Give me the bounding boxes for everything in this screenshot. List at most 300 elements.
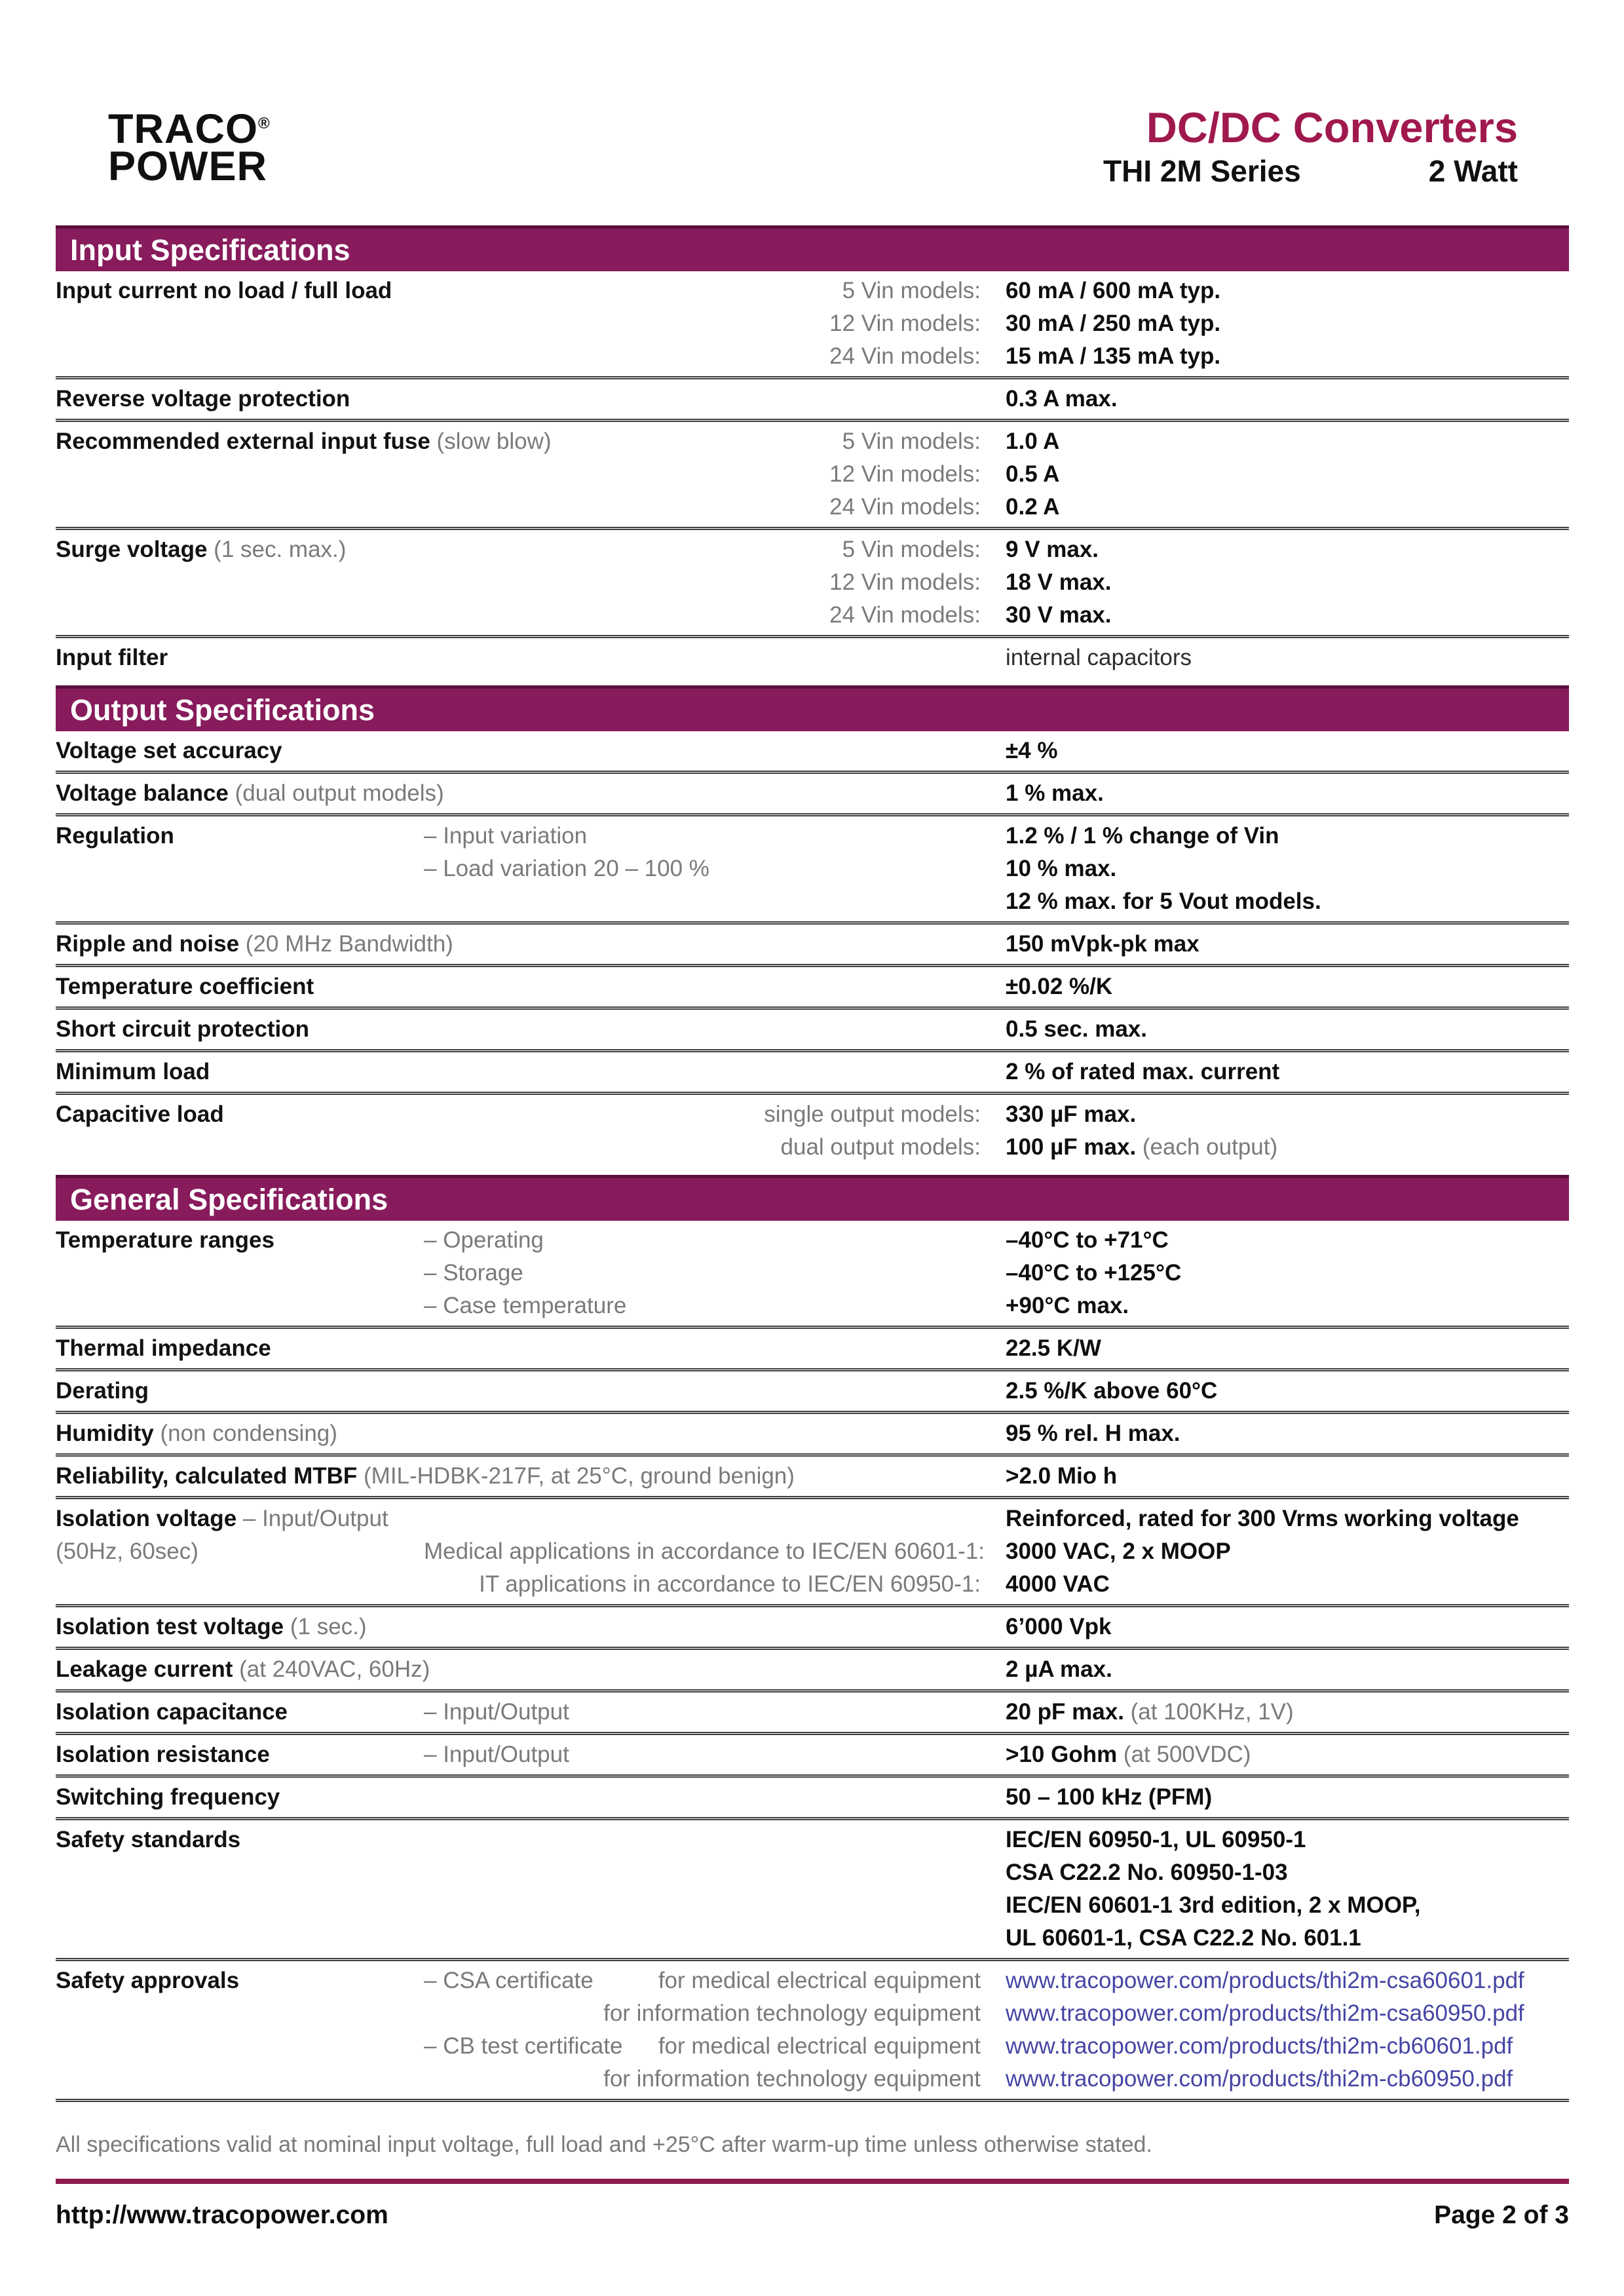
spec-line xyxy=(56,1964,1569,1997)
spec-value-cell xyxy=(1006,533,1569,566)
logo-word-traco: TRACO xyxy=(108,106,258,152)
spec-line xyxy=(56,1568,1569,1601)
spec-link[interactable]: www.tracopower.com/products/thi2m-csa60601.pdf xyxy=(1006,1968,1524,1994)
spec-left-cell xyxy=(56,599,424,632)
spec-left-cell xyxy=(56,641,424,674)
section-body xyxy=(56,271,1569,678)
spec-middle-cell xyxy=(424,1056,1006,1088)
spec-left-cell xyxy=(56,1332,424,1365)
spec-middle-cell xyxy=(424,641,1006,674)
spec-middle-cell xyxy=(424,340,1006,373)
spec-value-cell xyxy=(1006,970,1569,1003)
spec-value-cell xyxy=(1006,1568,1569,1601)
spec-middle-cell xyxy=(424,1013,1006,1046)
spec-left-cell xyxy=(56,491,424,524)
spec-value-cell xyxy=(1006,1098,1569,1131)
spec-middle-cell xyxy=(424,458,1006,491)
spec-line xyxy=(56,1257,1569,1290)
page-header xyxy=(0,0,1624,189)
spec-middle-cell xyxy=(424,275,1006,307)
spec-link[interactable]: www.tracopower.com/products/thi2m-csa60950.pdf xyxy=(1006,2000,1524,2027)
spec-value: internal capacitors xyxy=(1006,645,1192,671)
spec-value-note: (each output) xyxy=(1136,1134,1278,1160)
spec-line xyxy=(56,1417,1569,1450)
spec-middle-cell xyxy=(424,777,1006,810)
spec-line xyxy=(56,1696,1569,1729)
spec-left-cell xyxy=(56,1922,424,1955)
spec-middle-cell xyxy=(424,566,1006,599)
section-header-output-specifications: Output Specifications xyxy=(56,685,1569,731)
spec-middle-cell xyxy=(424,307,1006,340)
spec-line xyxy=(56,1535,1569,1568)
spec-label: Isolation voltage xyxy=(56,1506,237,1532)
spec-value-cell xyxy=(1006,1824,1569,1856)
spec-left-cell xyxy=(56,425,552,458)
spec-left-cell xyxy=(56,970,424,1003)
spec-middle-cell xyxy=(424,533,1006,566)
spec-sublabel: – Input/Output xyxy=(424,1742,569,1768)
page-footer xyxy=(56,2201,1569,2230)
spec-value: 6’000 Vpk xyxy=(1006,1614,1112,1640)
spec-value-cell xyxy=(1006,1224,1569,1257)
spec-line xyxy=(56,820,1569,852)
spec-left-cell xyxy=(56,383,424,415)
spec-middle-cell xyxy=(424,1997,1006,2030)
spec-left-cell xyxy=(56,735,424,767)
spec-value: 4000 VAC xyxy=(1006,1571,1110,1598)
spec-row xyxy=(56,1049,1569,1092)
spec-middle-cell xyxy=(424,1290,1006,1322)
spec-label: Voltage balance xyxy=(56,780,229,807)
spec-row xyxy=(56,1496,1569,1604)
spec-value: UL 60601-1, CSA C22.2 No. 601.1 xyxy=(1006,1925,1361,1951)
spec-value-cell xyxy=(1006,1502,1569,1535)
footer-rule xyxy=(56,2179,1569,2184)
spec-middle-cell xyxy=(424,735,1006,767)
spec-label: Humidity xyxy=(56,1421,154,1447)
footer-url[interactable]: http://www.tracopower.com xyxy=(56,2201,388,2230)
spec-row xyxy=(56,1774,1569,1817)
spec-value: 50 – 100 kHz (PFM) xyxy=(1006,1784,1213,1810)
spec-left-cell xyxy=(56,2063,424,2095)
spec-value-cell xyxy=(1006,641,1569,674)
spec-value: ±0.02 %/K xyxy=(1006,974,1113,1000)
spec-label: Thermal impedance xyxy=(56,1335,271,1362)
spec-left-cell xyxy=(56,1224,424,1257)
spec-sublabel: – CB test certificate xyxy=(424,2033,623,2059)
spec-row xyxy=(56,271,1569,376)
spec-left-cell xyxy=(56,1257,424,1290)
spec-label: Derating xyxy=(56,1378,149,1404)
spec-value-cell xyxy=(1006,1535,1569,1568)
spec-line xyxy=(56,1460,1569,1493)
spec-value-cell xyxy=(1006,1257,1569,1290)
document-title-block xyxy=(1103,106,1518,189)
spec-middle-cell xyxy=(424,1696,1006,1729)
spec-row xyxy=(56,1221,1569,1326)
table-end-rule xyxy=(56,2099,1569,2102)
spec-table xyxy=(56,225,1569,2099)
spec-line xyxy=(56,533,1569,566)
spec-middle-cell xyxy=(424,2063,1006,2095)
spec-left-cell xyxy=(56,1781,424,1814)
spec-label: Isolation resistance xyxy=(56,1742,270,1768)
spec-middle-cell xyxy=(424,1375,1006,1407)
spec-line xyxy=(56,566,1569,599)
spec-row xyxy=(56,771,1569,813)
spec-left-cell xyxy=(56,777,444,810)
spec-value: 2 µA max. xyxy=(1006,1656,1112,1683)
spec-label: Temperature coefficient xyxy=(56,974,314,1000)
spec-left-cell xyxy=(56,1131,424,1164)
spec-left-cell xyxy=(56,307,424,340)
spec-line xyxy=(56,1611,1569,1643)
spec-condition: 24 Vin models: xyxy=(829,343,981,370)
spec-middle-cell xyxy=(424,425,1006,458)
spec-value-cell xyxy=(1006,820,1569,852)
footnote: All specifications valid at nominal input voltage, full load and +25°C after warm-up time unless otherwise stated. xyxy=(56,2132,1152,2158)
spec-middle-cell xyxy=(424,2030,1006,2063)
spec-left-cell xyxy=(56,820,424,852)
spec-value: 1.2 % / 1 % change of Vin xyxy=(1006,823,1279,849)
spec-value-cell xyxy=(1006,1964,1569,1997)
spec-row xyxy=(56,1958,1569,2099)
spec-line xyxy=(56,2063,1569,2095)
spec-line xyxy=(56,1889,1569,1922)
spec-middle-cell xyxy=(424,928,1006,961)
spec-middle-cell xyxy=(424,1417,1006,1450)
wattage: 2 Watt xyxy=(1428,154,1518,189)
spec-left-cell xyxy=(56,1653,430,1686)
spec-label: Safety approvals xyxy=(56,1968,240,1994)
spec-row xyxy=(56,1604,1569,1647)
spec-value-cell xyxy=(1006,2030,1569,2063)
spec-line xyxy=(56,1856,1569,1889)
spec-left-cell xyxy=(56,275,424,307)
spec-value: 9 V max. xyxy=(1006,537,1099,563)
spec-left-note: (50Hz, 60sec) xyxy=(56,1539,198,1565)
spec-value-cell xyxy=(1006,566,1569,599)
spec-label-note: (20 MHz Bandwidth) xyxy=(239,931,453,957)
spec-left-cell xyxy=(56,1856,424,1889)
spec-middle-cell xyxy=(424,1738,1006,1771)
spec-value-cell xyxy=(1006,1856,1569,1889)
spec-value-cell xyxy=(1006,852,1569,885)
spec-value: 0.2 A xyxy=(1006,494,1060,520)
spec-value-cell xyxy=(1006,1290,1569,1322)
spec-value-cell xyxy=(1006,1332,1569,1365)
spec-value: 2 % of rated max. current xyxy=(1006,1059,1280,1085)
spec-value-cell xyxy=(1006,340,1569,373)
spec-value: 22.5 K/W xyxy=(1006,1335,1101,1362)
spec-condition: 5 Vin models: xyxy=(842,537,981,563)
spec-link[interactable]: www.tracopower.com/products/thi2m-cb60601.pdf xyxy=(1006,2033,1513,2059)
spec-value-note: (at 500VDC) xyxy=(1117,1742,1251,1768)
spec-value-cell xyxy=(1006,1417,1569,1450)
spec-value: –40°C to +71°C xyxy=(1006,1227,1169,1253)
spec-value-cell xyxy=(1006,307,1569,340)
section-body xyxy=(56,1221,1569,2099)
spec-row xyxy=(56,1326,1569,1368)
spec-label-note: (1 sec. max.) xyxy=(207,537,347,563)
spec-line xyxy=(56,1375,1569,1407)
spec-value: ±4 % xyxy=(1006,738,1058,764)
spec-row xyxy=(56,1006,1569,1049)
spec-link[interactable]: www.tracopower.com/products/thi2m-cb60950.pdf xyxy=(1006,2066,1513,2092)
spec-value: 1 % max. xyxy=(1006,780,1104,807)
spec-label: Reverse voltage protection xyxy=(56,386,350,412)
spec-left-cell xyxy=(56,1460,795,1493)
spec-middle-cell xyxy=(424,1964,1006,1997)
spec-label: Isolation test voltage xyxy=(56,1614,284,1640)
spec-left-cell xyxy=(56,1997,424,2030)
spec-left-cell xyxy=(56,340,424,373)
spec-value-cell xyxy=(1006,1013,1569,1046)
spec-sublabel: – Case temperature xyxy=(424,1293,627,1319)
section-header-general-specifications: General Specifications xyxy=(56,1175,1569,1221)
spec-line xyxy=(56,1013,1569,1046)
spec-line xyxy=(56,1738,1569,1771)
spec-value: 15 mA / 135 mA typ. xyxy=(1006,343,1221,370)
spec-value: >2.0 Mio h xyxy=(1006,1463,1118,1489)
spec-value-cell xyxy=(1006,425,1569,458)
spec-left-cell xyxy=(56,1502,424,1535)
spec-left-cell xyxy=(56,2030,424,2063)
spec-value-cell xyxy=(1006,885,1569,918)
spec-left-cell xyxy=(56,1098,424,1131)
spec-middle-cell xyxy=(424,1332,1006,1365)
spec-value: 10 % max. xyxy=(1006,856,1117,882)
spec-middle-cell xyxy=(424,970,1006,1003)
spec-row xyxy=(56,527,1569,635)
spec-middle-cell xyxy=(424,852,1006,885)
spec-label-note: (at 240VAC, 60Hz) xyxy=(233,1656,430,1683)
spec-middle-cell xyxy=(424,599,1006,632)
spec-value-note: (at 100KHz, 1V) xyxy=(1124,1699,1294,1725)
spec-value-cell xyxy=(1006,1738,1569,1771)
spec-condition: 12 Vin models: xyxy=(829,311,981,337)
spec-middle-cell xyxy=(424,1502,1006,1535)
spec-line xyxy=(56,491,1569,524)
spec-condition: 24 Vin models: xyxy=(829,494,981,520)
spec-middle-cell xyxy=(424,491,1006,524)
spec-left-cell xyxy=(56,852,424,885)
spec-line xyxy=(56,970,1569,1003)
spec-line xyxy=(56,1653,1569,1686)
spec-line xyxy=(56,599,1569,632)
spec-value-cell xyxy=(1006,2063,1569,2095)
spec-value-cell xyxy=(1006,1131,1569,1164)
spec-middle-cell xyxy=(424,820,1006,852)
spec-value-cell xyxy=(1006,1611,1569,1643)
spec-value: 100 µF max. xyxy=(1006,1134,1137,1160)
spec-value: 3000 VAC, 2 x MOOP xyxy=(1006,1539,1231,1565)
logo-word-power: POWER xyxy=(108,144,268,189)
spec-condition: 5 Vin models: xyxy=(842,278,981,304)
spec-value-cell xyxy=(1006,491,1569,524)
spec-label: Regulation xyxy=(56,823,174,849)
spec-value-cell xyxy=(1006,1056,1569,1088)
spec-sublabel: – Load variation 20 – 100 % xyxy=(424,856,709,882)
spec-line xyxy=(56,1781,1569,1814)
spec-value: 18 V max. xyxy=(1006,569,1112,596)
spec-middle-cell xyxy=(424,1568,1006,1601)
spec-label: Reliability, calculated MTBF xyxy=(56,1463,358,1489)
spec-middle-cell xyxy=(424,1653,1006,1686)
spec-label: Input filter xyxy=(56,645,168,671)
spec-line xyxy=(56,1131,1569,1164)
spec-value: 0.3 A max. xyxy=(1006,386,1118,412)
spec-condition: for information technology equipment xyxy=(603,2066,981,2092)
spec-row xyxy=(56,376,1569,419)
spec-line xyxy=(56,1332,1569,1365)
spec-label-note: – Input/Output xyxy=(236,1506,388,1532)
spec-left-cell xyxy=(56,1417,424,1450)
spec-value-cell xyxy=(1006,928,1569,961)
spec-value: 2.5 %/K above 60°C xyxy=(1006,1378,1218,1404)
spec-value: >10 Gohm xyxy=(1006,1742,1118,1768)
spec-middle-cell xyxy=(424,1611,1006,1643)
spec-condition: 12 Vin models: xyxy=(829,461,981,488)
spec-label: Minimum load xyxy=(56,1059,210,1085)
spec-left-cell xyxy=(56,1964,424,1997)
spec-row xyxy=(56,921,1569,964)
spec-middle-cell xyxy=(424,383,1006,415)
spec-middle-cell xyxy=(424,1535,1006,1568)
spec-line xyxy=(56,1502,1569,1535)
spec-left-cell xyxy=(56,928,453,961)
spec-row xyxy=(56,1368,1569,1411)
spec-middle-cell xyxy=(424,1224,1006,1257)
spec-line xyxy=(56,735,1569,767)
spec-label: Temperature ranges xyxy=(56,1227,274,1253)
spec-value: 30 V max. xyxy=(1006,602,1112,628)
spec-label: Voltage set accuracy xyxy=(56,738,282,764)
spec-left-cell xyxy=(56,1056,424,1088)
spec-condition: 5 Vin models: xyxy=(842,429,981,455)
section-body xyxy=(56,731,1569,1167)
spec-value: 95 % rel. H max. xyxy=(1006,1421,1180,1447)
spec-middle-cell xyxy=(424,885,1006,918)
registered-trademark-icon: ® xyxy=(257,115,271,132)
spec-left-cell xyxy=(56,1290,424,1322)
spec-line xyxy=(56,2030,1569,2063)
spec-value: 330 µF max. xyxy=(1006,1101,1137,1128)
spec-middle-cell xyxy=(424,1098,1006,1131)
spec-value-cell xyxy=(1006,1375,1569,1407)
spec-left-cell xyxy=(56,1738,424,1771)
spec-middle-cell xyxy=(424,1856,1006,1889)
spec-row xyxy=(56,964,1569,1006)
spec-value-cell xyxy=(1006,1997,1569,2030)
section-header-input-specifications: Input Specifications xyxy=(56,225,1569,271)
spec-sublabel: – Storage xyxy=(424,1260,523,1286)
page-number: Page 2 of 3 xyxy=(1434,2201,1569,2230)
spec-condition: Medical applications in accordance to IEC/EN 60601-1: xyxy=(424,1539,985,1565)
spec-row xyxy=(56,1817,1569,1958)
spec-line xyxy=(56,1922,1569,1955)
spec-label: Recommended external input fuse xyxy=(56,429,430,455)
spec-left-cell xyxy=(56,1611,424,1643)
spec-label-note: (slow blow) xyxy=(430,429,552,455)
spec-line xyxy=(56,641,1569,674)
spec-middle-cell xyxy=(424,1824,1006,1856)
spec-line xyxy=(56,1824,1569,1856)
spec-line xyxy=(56,383,1569,415)
spec-left-cell xyxy=(56,566,424,599)
spec-row xyxy=(56,731,1569,771)
spec-value: +90°C max. xyxy=(1006,1293,1129,1319)
spec-value: CSA C22.2 No. 60950-1-03 xyxy=(1006,1860,1288,1886)
spec-label: Surge voltage xyxy=(56,537,208,563)
spec-left-cell xyxy=(56,885,424,918)
spec-row xyxy=(56,419,1569,527)
spec-value: 0.5 sec. max. xyxy=(1006,1016,1147,1043)
spec-middle-cell xyxy=(424,1131,1006,1164)
spec-value-cell xyxy=(1006,1653,1569,1686)
spec-label-note: (MIL-HDBK-217F, at 25°C, ground benign) xyxy=(357,1463,795,1489)
spec-value-cell xyxy=(1006,599,1569,632)
spec-label: Leakage current xyxy=(56,1656,233,1683)
spec-value: Reinforced, rated for 300 Vrms working voltage xyxy=(1006,1506,1519,1532)
spec-middle-cell xyxy=(424,1460,1006,1493)
spec-row xyxy=(56,1092,1569,1167)
spec-line xyxy=(56,885,1569,918)
spec-label: Input current no load / full load xyxy=(56,278,392,304)
traco-power-logo xyxy=(108,105,271,189)
spec-value-cell xyxy=(1006,1889,1569,1922)
spec-condition: dual output models: xyxy=(780,1134,981,1160)
spec-row xyxy=(56,1411,1569,1453)
spec-label-note: (dual output models) xyxy=(228,780,444,807)
spec-left-cell xyxy=(56,533,424,566)
spec-sublabel: – CSA certificate xyxy=(424,1968,594,1994)
spec-sublabel: – Input variation xyxy=(424,823,588,849)
spec-value: IEC/EN 60601-1 3rd edition, 2 x MOOP, xyxy=(1006,1892,1421,1919)
spec-middle-cell xyxy=(424,1922,1006,1955)
spec-line xyxy=(56,777,1569,810)
spec-line xyxy=(56,275,1569,307)
spec-value-cell xyxy=(1006,383,1569,415)
spec-label: Safety standards xyxy=(56,1827,241,1853)
spec-line xyxy=(56,307,1569,340)
spec-line xyxy=(56,458,1569,491)
spec-left-cell xyxy=(56,458,424,491)
spec-label: Isolation capacitance xyxy=(56,1699,288,1725)
spec-middle-cell xyxy=(424,1257,1006,1290)
spec-left-cell xyxy=(56,1696,424,1729)
spec-value-cell xyxy=(1006,777,1569,810)
spec-row xyxy=(56,635,1569,678)
spec-label: Short circuit protection xyxy=(56,1016,309,1043)
series-name: THI 2M Series xyxy=(1103,154,1301,189)
spec-left-cell xyxy=(56,1889,424,1922)
spec-value-cell xyxy=(1006,275,1569,307)
spec-line xyxy=(56,1290,1569,1322)
spec-condition: for medical electrical equipment xyxy=(658,1968,981,1994)
spec-row xyxy=(56,1689,1569,1732)
spec-value: 60 mA / 600 mA typ. xyxy=(1006,278,1221,304)
spec-left-cell xyxy=(56,1535,424,1568)
spec-value: 0.5 A xyxy=(1006,461,1060,488)
spec-label: Capacitive load xyxy=(56,1101,224,1128)
spec-condition: 24 Vin models: xyxy=(829,602,981,628)
spec-value-cell xyxy=(1006,1922,1569,1955)
spec-line xyxy=(56,928,1569,961)
spec-sublabel: – Input/Output xyxy=(424,1699,569,1725)
spec-value-cell xyxy=(1006,1460,1569,1493)
spec-value: 20 pF max. xyxy=(1006,1699,1124,1725)
